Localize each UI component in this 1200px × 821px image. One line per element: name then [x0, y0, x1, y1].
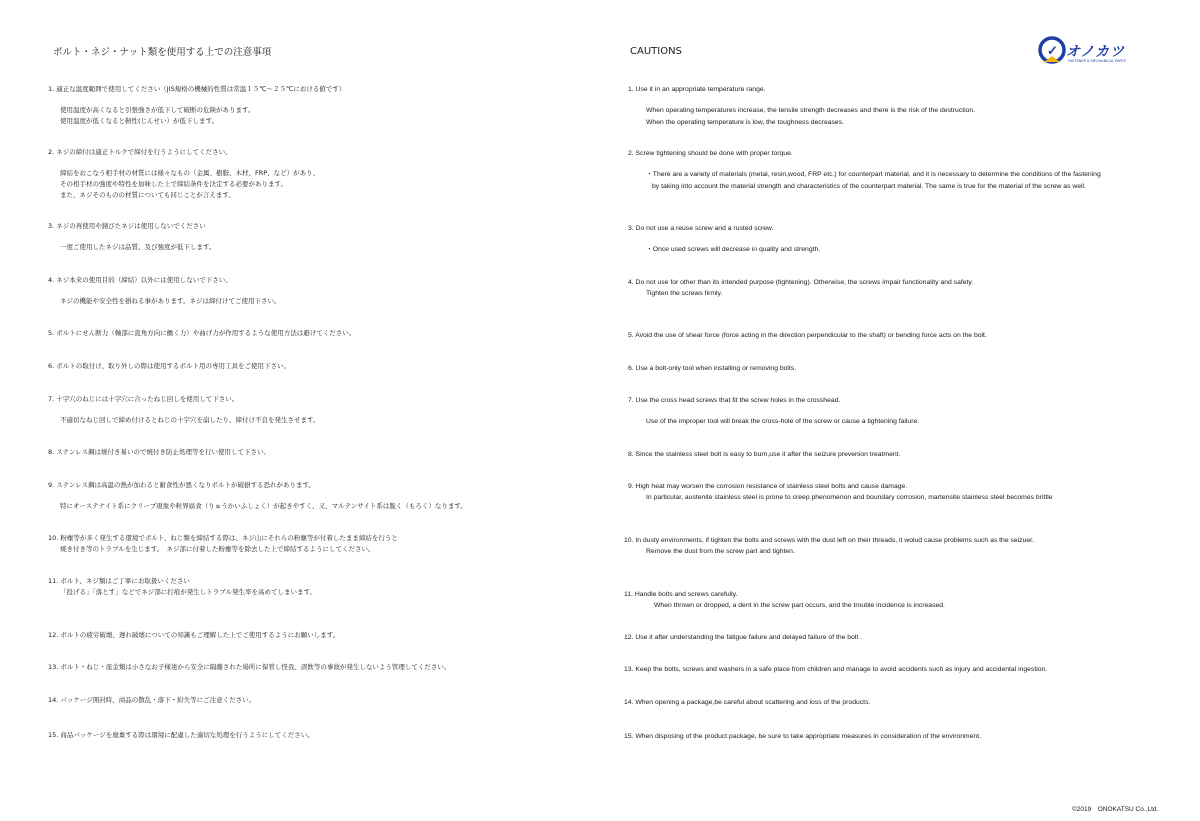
- en-item-6: 6. Use a bolt-only tool when installing or removing bolts.: [628, 365, 797, 372]
- logo-subtext: FASTENER & MECHANICAL PARTS: [1068, 59, 1126, 63]
- en-item-9-text: In particular, austenite stainless steel is prone to creep phenomenon and boundary corrosion, martensite stainless steel becomes brittle: [646, 494, 1053, 501]
- en-item-12: 12. Use it after understanding the fatigue failure and delayed failure of the bolt .: [624, 634, 863, 641]
- en-item-9-heading: 9. High heat may worsen the corrosion resistance of stainless steel bolts and cause damage.: [628, 483, 908, 490]
- en-item-11-heading: 11. Handle bolts and screws carefully.: [624, 591, 738, 598]
- svg-text:✓: ✓: [1047, 43, 1058, 58]
- jp-item-5: 5. ボルトにせん断力（軸部に直角方向に働く力）や曲げ力が作用するような使用方法は避けてください。: [48, 329, 356, 337]
- jp-item-3-heading: 3. ネジの再使用や錆びたネジは使用しないでください: [48, 222, 206, 230]
- en-page-title: CAUTIONS: [630, 46, 682, 57]
- en-item-11-text: When thrown or dropped, a dent in the screw part occurs, and the trouble incidence is increased.: [654, 602, 945, 609]
- jp-item-15: 15. 商品パッケージを廃棄する際は環境に配慮した適切な処理を行うようにしてください。: [48, 731, 314, 739]
- en-item-8: 8. Since the stainless steel bolt is easy to burn,use it after the seizure prevenion treatment.: [628, 451, 901, 458]
- en-item-1-text: When operating temperatures increase, the tensile strength decreases and there is the risk of the destruction.: [646, 107, 976, 114]
- jp-item-3-text: 一度ご使用したネジは品質、及び強度が低下します。: [60, 243, 216, 251]
- jp-item-2-heading: 2. ネジの締付は適正トルクで締付を行うようにしてください。: [48, 148, 232, 156]
- jp-item-2-text: また、ネジそのものの材質についても同じことが言えます。: [60, 191, 235, 199]
- jp-item-10-heading: 10. 粉塵等が多く発生する環境でボルト、ねじ類を締結する際は、ネジ山にそれらの粉塵等が付着したまま締結を行うと: [48, 534, 398, 542]
- jp-item-7-heading: 7. 十字穴のねじには十字穴に合ったねじ回しを使用して下さい。: [48, 395, 239, 403]
- jp-item-7-text: 不適切なねじ回しで締め付けるとねじの十字穴を崩したり、締付け不良を発生させます。: [60, 416, 320, 424]
- en-item-2-heading: 2. Screw tightening should be done with proper torque.: [628, 150, 793, 157]
- jp-item-9-heading: 9. ステンレス鋼は高温の熱が加わると耐食性が悪くなりボルトが破損する恐れがあります。: [48, 481, 315, 489]
- logo-wordmark: オノカツ: [1066, 44, 1126, 60]
- en-item-15: 15. When disposing of the product package, be sure to take appropriate measures in consideration of the environment.: [624, 733, 982, 740]
- jp-item-2-text: その相手材の強度や特性を加味した上で締結条件を決定する必要があります。: [60, 180, 287, 188]
- en-item-4-text: Tighten the screws firmly.: [646, 290, 723, 297]
- en-item-7-text: Use of the improper tool will break the cross-hole of the screw or cause a tightening failure.: [646, 418, 920, 425]
- jp-item-2-text: 締結をおこなう相手材の材質には様々なもの（金属、樹脂、木材、FRP、など）があり、: [60, 169, 320, 177]
- en-item-10-heading: 10. In dusty environments, if tighten the bolts and screws with the dust left on their threads, it wolud cause problems such as the seizuer.: [624, 537, 1034, 544]
- en-item-10-text: Remove the dust from the screw part and tighten.: [646, 548, 795, 555]
- onokatsu-logo: [1038, 34, 1150, 70]
- en-item-14: 14. When opening a package,be careful about scattering and loss of the products.: [624, 699, 871, 706]
- jp-item-8: 8. ステンレス鋼は焼付き易いので焼付き防止処理等を行い使用して下さい。: [48, 448, 270, 456]
- jp-item-1-text: 使用温度が低くなると靭性(じんせい）が低下します。: [60, 117, 219, 125]
- en-item-13: 13. Keep the bolts, screws and washers in a safe place from children and manage to avoid accidents such as injury and accidental ingestion.: [624, 666, 1048, 673]
- jp-item-11-text: 「投げる」「落とす」などでネジ部に打痕が発生しトラブル発生率を高めてしまいます。: [60, 588, 316, 596]
- jp-item-4-heading: 4. ネジ本来の使用目的（締結）以外には使用しないで下さい。: [48, 276, 232, 284]
- en-item-7-heading: 7. Use the cross head screws that fit the screw holes in the crosshead.: [628, 397, 841, 404]
- en-item-1-text: When the operating temperature is low, the toughness decreases.: [646, 119, 844, 126]
- jp-item-14: 14. パッケージ開封時、商品の散乱・落下・紛失等にご注意ください。: [48, 696, 256, 704]
- jp-page-title: ボルト・ネジ・ナット類を使用する上での注意事項: [53, 47, 272, 58]
- jp-item-11-heading: 11. ボルト、ネジ類はご丁寧にお取扱いください: [48, 577, 190, 585]
- en-item-3-heading: 3. Do not use a reuse screw and a rusted screw.: [628, 225, 774, 232]
- en-item-3-text: ・Once used screws will decrease in quality and strength.: [646, 246, 821, 253]
- en-item-5: 5. Avoid the use of shear force (force acting in the direction perpendicular to the shaft) or bending force acts on the bolt.: [628, 332, 987, 339]
- en-item-2-text: by taking into account the material strength and characteristics of the counterpart material. The same is true for the material of the screw as well.: [652, 183, 1086, 190]
- jp-item-12: 12. ボルトの疲労破壊、遅れ破壊についての知識もご理解した上でご使用するようにお願いします。: [48, 631, 340, 639]
- jp-item-6: 6. ボルトの取付け、取り外しの際は使用するボルト用の専用工具をご使用下さい。: [48, 362, 291, 370]
- copyright-notice: ©2019 ONOKATSU Co.,Ltd.: [1072, 806, 1159, 813]
- jp-item-10-text: 焼き付き等のトラブルを生じます。 ネジ部に付着した粉塵等を除去した上で締結するようにしてください。: [60, 545, 375, 553]
- en-item-2-text: ・There are a variety of materials (metal, resin,wood, FRP etc.) for counterpart material, and it is necessary to determine the conditions of the fastening: [646, 171, 1101, 178]
- en-item-1-heading: 1. Use it in an appropriate temperature range.: [628, 86, 766, 93]
- jp-item-9-text: 特にオーステナイト系にクリープ現象や粒界腐食（りゅうかいふしょく）が起きやすく、又、マルテンサイト系は脆く（もろく）なります。: [60, 502, 467, 510]
- en-item-4-heading: 4. Do not use for other than its intended purpose (tightening). Otherwise, the screws impair functionality and safety.: [628, 279, 974, 286]
- jp-item-1-heading: 1. 適正な温度範囲で使用してください（JIS規格の機械的性質は常温１５℃〜２５℃における値です）: [48, 85, 346, 93]
- jp-item-13: 13. ボルト・ねじ・座金類は小さなお子様達から安全に隔離された場所に保管し怪我、誤飲等の事故が発生しないよう管理してください。: [48, 663, 451, 671]
- jp-item-4-text: ネジの機能や安全性を損ねる事があります。ネジは締付けてご使用下さい。: [60, 297, 281, 305]
- jp-item-1-text: 使用温度が高くなると引張強さが低下して破断の危険があります。: [60, 106, 255, 114]
